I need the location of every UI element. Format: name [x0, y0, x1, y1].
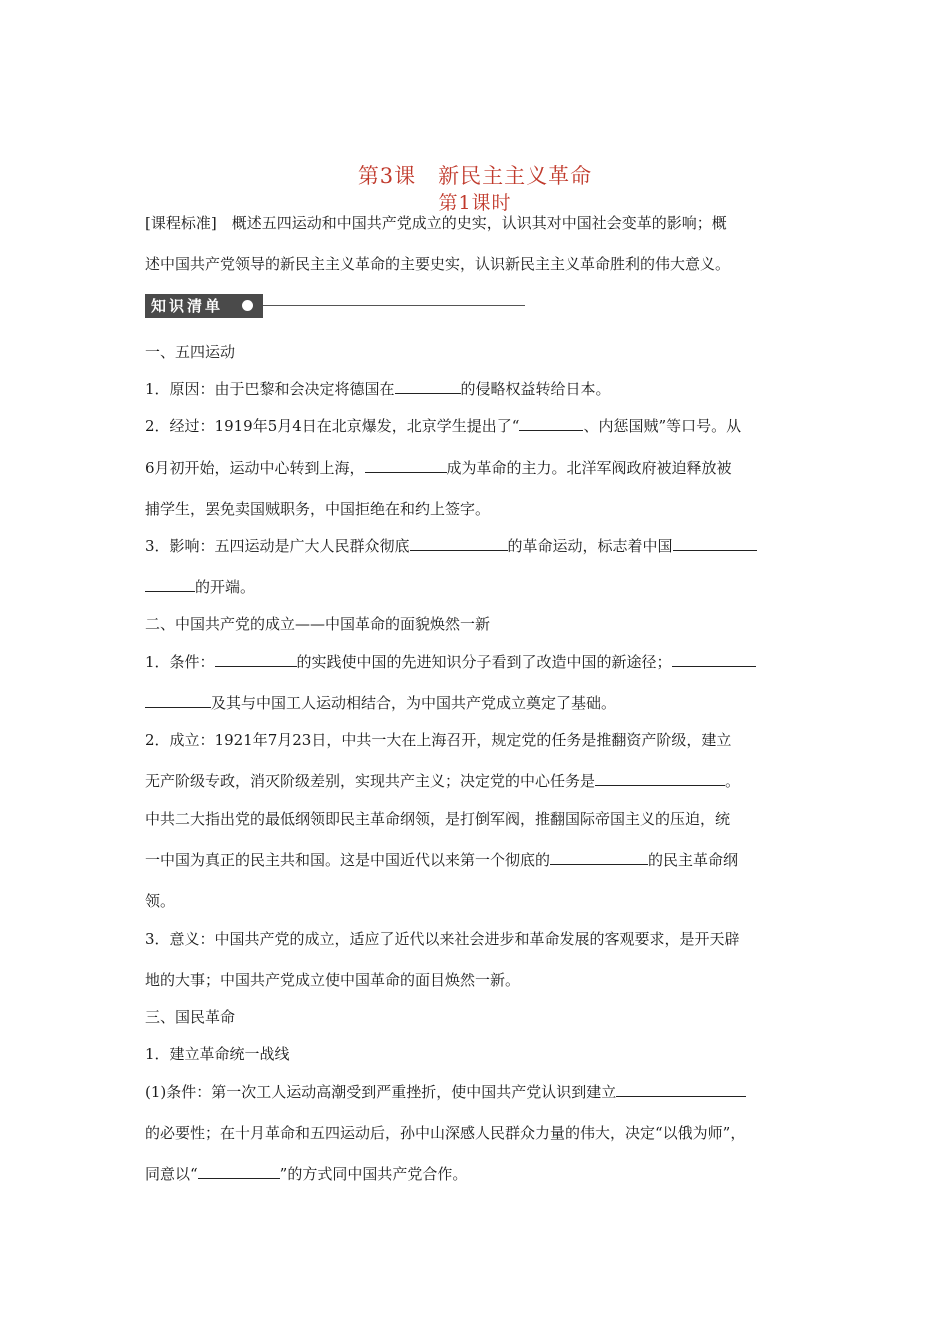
- heading-may-fourth: 一、五四运动: [145, 343, 236, 361]
- section-divider: [263, 305, 525, 306]
- blank-field[interactable]: [145, 693, 211, 708]
- curriculum-standard-line-1: [课程标准] 概述五四运动和中国共产党成立的史实，认识其对中国社会变革的影响；概: [145, 214, 727, 232]
- item-united-front-conditions-line-1: (1)条件：第一次工人运动高潮受到严重挫折，使中国共产党认识到建立: [145, 1081, 815, 1103]
- blank-field[interactable]: [616, 1082, 746, 1097]
- item-united-front-conditions-line-3: 同意以“ ”的方式同中国共产党合作。: [145, 1165, 468, 1183]
- curriculum-standard-line-2: 述中国共产党领导的新民主主义革命的主要史实，认识新民主主义革命胜利的伟大意义。: [145, 255, 731, 273]
- blank-field[interactable]: [410, 536, 508, 551]
- lesson-title: 第3课 新民主主义革命: [357, 164, 593, 188]
- item-impact-line-1: 3．影响：五四运动是广大人民群众彻底 的革命运动，标志着中国: [145, 535, 815, 557]
- item-conditions-line-1: 1．条件： 的实践使中国的先进知识分子看到了改造中国的新途径；: [145, 651, 815, 673]
- blank-field[interactable]: [145, 577, 195, 592]
- item-united-front-conditions-line-2: 的必要性；在十月革命和五四运动后，孙中山深感人民群众力量的伟大，决定“以俄为师”，: [145, 1124, 746, 1142]
- item-process-line-3: 捕学生，罢免卖国贼职务，中国拒绝在和约上签字。: [145, 500, 491, 518]
- blank-field[interactable]: [365, 458, 447, 473]
- item-founding-line-1: 2．成立：1921年7月23日，中共一大在上海召开，规定党的任务是推翻资产阶级，建立: [145, 731, 732, 749]
- item-cause: 1．原因：由于巴黎和会决定将德国在 的侵略权益转给日本。: [145, 380, 611, 398]
- blank-field[interactable]: [519, 416, 583, 431]
- item-founding-line-4: 一中国为真正的民主共和国。这是中国近代以来第一个彻底的 的民主革命纲: [145, 851, 739, 869]
- blank-field[interactable]: [595, 771, 725, 786]
- item-significance-line-1: 3．意义：中国共产党的成立，适应了近代以来社会进步和革命发展的客观要求，是开天辟: [145, 930, 740, 948]
- item-significance-line-2: 地的大事；中国共产党成立使中国革命的面目焕然一新。: [145, 971, 521, 989]
- item-process-line-1: 2．经过：1919年5月4日在北京爆发，北京学生提出了“ 、内惩国贼”等口号。从: [145, 417, 742, 435]
- blank-field[interactable]: [215, 652, 297, 667]
- item-conditions-line-2: 及其与中国工人运动相结合，为中国共产党成立奠定了基础。: [145, 692, 815, 714]
- blank-field[interactable]: [672, 652, 756, 667]
- bullet-dot-icon: [242, 300, 253, 311]
- lesson-subtitle: 第1课时: [438, 192, 512, 214]
- section-label: 知识清单: [145, 294, 263, 318]
- item-process-line-2: 6月初开始，运动中心转到上海， 成为革命的主力。北洋军阀政府被迫释放被: [145, 459, 732, 477]
- item-founding-line-2: 无产阶级专政，消灭阶级差别，实现共产主义；决定党的中心任务是 。: [145, 772, 741, 790]
- item-founding-line-5: 领。: [145, 892, 176, 910]
- heading-national-revolution: 三、国民革命: [145, 1008, 236, 1026]
- item-founding-line-3: 中共二大指出党的最低纲领即民主革命纲领，是打倒军阀，推翻国际帝国主义的压迫，统: [145, 810, 731, 828]
- blank-field[interactable]: [550, 850, 648, 865]
- blank-field[interactable]: [673, 536, 757, 551]
- blank-field[interactable]: [395, 379, 461, 394]
- item-united-front: 1．建立革命统一战线: [145, 1045, 290, 1063]
- heading-ccp-founding: 二、中国共产党的成立——中国革命的面貌焕然一新: [145, 615, 491, 633]
- blank-field[interactable]: [198, 1164, 280, 1179]
- item-impact-line-2: 的开端。: [145, 576, 815, 598]
